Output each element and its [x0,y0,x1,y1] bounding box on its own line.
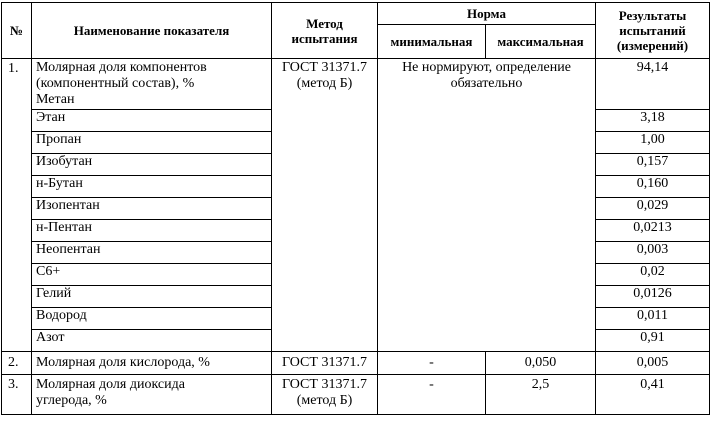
row3-name-line2: углерода, % [36,393,107,408]
row1-norm: Не нормируют, определение обязательно [378,59,596,352]
row2-name: Молярная доля кислорода, % [32,352,272,375]
component-result: 0,029 [596,198,710,220]
row3-name [32,375,272,415]
header-method: Метод испытания [272,3,378,59]
row1-name-line3: Метан [36,92,75,107]
component-name: Этан [32,110,272,132]
row3-method-line2: (метод Б) [296,393,353,408]
row1-name [32,59,272,110]
row2-max: 0,050 [486,352,596,375]
test-results-table [1,2,710,415]
row3-num: 3. [2,375,32,415]
row1-name-line2: (компонентный состав), % [36,76,195,91]
header-norm-max: максимальная [486,25,596,59]
component-result: 0,160 [596,176,710,198]
component-name: Водород [32,308,272,330]
row3-result: 0,41 [596,375,710,415]
component-name: Гелий [32,286,272,308]
row3-method-line1: ГОСТ 31371.7 [282,377,367,392]
table-row [2,59,710,110]
component-result: 0,0126 [596,286,710,308]
header-row-1 [2,3,710,25]
component-name: Неопентан [32,242,272,264]
component-result: 0,91 [596,330,710,352]
row3-method [272,375,378,415]
component-name: С6+ [32,264,272,286]
row1-num: 1. [2,59,32,352]
header-norm: Норма [378,3,596,25]
component-result: 0,157 [596,154,710,176]
row2-min: - [378,352,486,375]
component-name: Изобутан [32,154,272,176]
row1-name-line1: Молярная доля компонентов [36,60,207,75]
component-result: 0,011 [596,308,710,330]
row3-max: 2,5 [486,375,596,415]
component-result: 0,02 [596,264,710,286]
table-row [2,352,710,375]
row2-num: 2. [2,352,32,375]
component-result: 0,0213 [596,220,710,242]
component-result: 3,18 [596,110,710,132]
component-name: н-Бутан [32,176,272,198]
row2-method: ГОСТ 31371.7 [272,352,378,375]
row2-result: 0,005 [596,352,710,375]
document-page [1,2,710,415]
component-name: Азот [32,330,272,352]
header-result: Результаты испытаний (измерений) [596,3,710,59]
row1-method-line1: ГОСТ 31371.7 [282,60,367,75]
row3-name-line1: Молярная доля диоксида [36,377,185,392]
header-num: № [2,3,32,59]
component-name: н-Пентан [32,220,272,242]
row3-min: - [378,375,486,415]
component-result: 0,003 [596,242,710,264]
row1-result: 94,14 [596,59,710,110]
component-name: Пропан [32,132,272,154]
table-row [2,375,710,415]
component-name: Изопентан [32,198,272,220]
component-result: 1,00 [596,132,710,154]
header-name: Наименование показателя [32,3,272,59]
row1-method [272,59,378,352]
row1-method-line2: (метод Б) [296,76,353,91]
header-norm-min: минимальная [378,25,486,59]
